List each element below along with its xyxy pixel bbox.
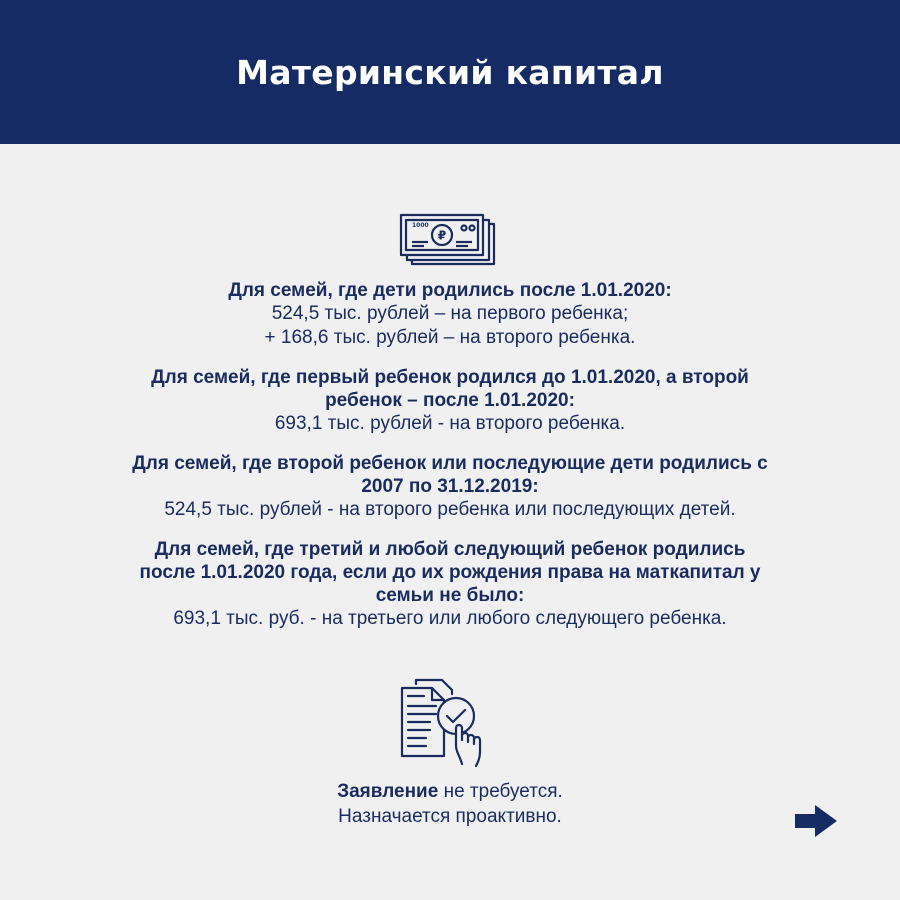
page-title: Материнский капитал <box>236 52 664 92</box>
banknotes-ruble-icon <box>398 212 498 268</box>
header-banner <box>0 0 900 144</box>
section-line: + 168,6 тыс. рублей – на второго ребенка. <box>264 327 636 348</box>
content-area <box>40 279 860 647</box>
section-heading: ребенок – после 1.01.2020: <box>325 390 575 411</box>
section-heading: семьи не было: <box>375 585 525 606</box>
section-line: 524,5 тыс. рублей – на первого ребенка; <box>271 303 629 324</box>
section-line: 524,5 тыс. рублей - на второго ребенка или последующих детей. <box>164 499 736 520</box>
section-heading: Для семей, где дети родились после 1.01.2020: <box>228 280 672 301</box>
section-block-3 <box>40 452 860 522</box>
section-heading: после 1.01.2020 года, если до их рождения права на маткапитал у <box>139 562 761 583</box>
section-line: 693,1 тыс. рублей - на второго ребенка. <box>274 413 626 434</box>
footer-bold-word: Заявление <box>337 781 439 802</box>
footer-line-2: Назначается проактивно. <box>338 806 562 827</box>
section-block-1 <box>40 279 860 350</box>
arrow-right-icon[interactable] <box>793 803 839 839</box>
footer-line-1 <box>200 779 700 804</box>
document-check-hand-icon <box>396 676 500 772</box>
section-block-4 <box>40 538 860 631</box>
section-line: 693,1 тыс. руб. - на третьего или любого следующего ребенка. <box>173 608 727 629</box>
section-heading: Для семей, где третий и любой следующий ребенок родились <box>154 539 746 560</box>
footer-rest: не требуется. <box>438 781 563 802</box>
section-block-2 <box>40 366 860 436</box>
section-heading: Для семей, где первый ребенок родился до 1.01.2020, а второй <box>151 367 749 388</box>
banknote-value-label: 1000 <box>412 222 429 229</box>
footer-note <box>200 779 700 829</box>
ruble-sign: ₽ <box>437 228 447 243</box>
section-heading: 2007 по 31.12.2019: <box>361 476 539 497</box>
section-heading: Для семей, где второй ребенок или последующие дети родились с <box>132 453 768 474</box>
